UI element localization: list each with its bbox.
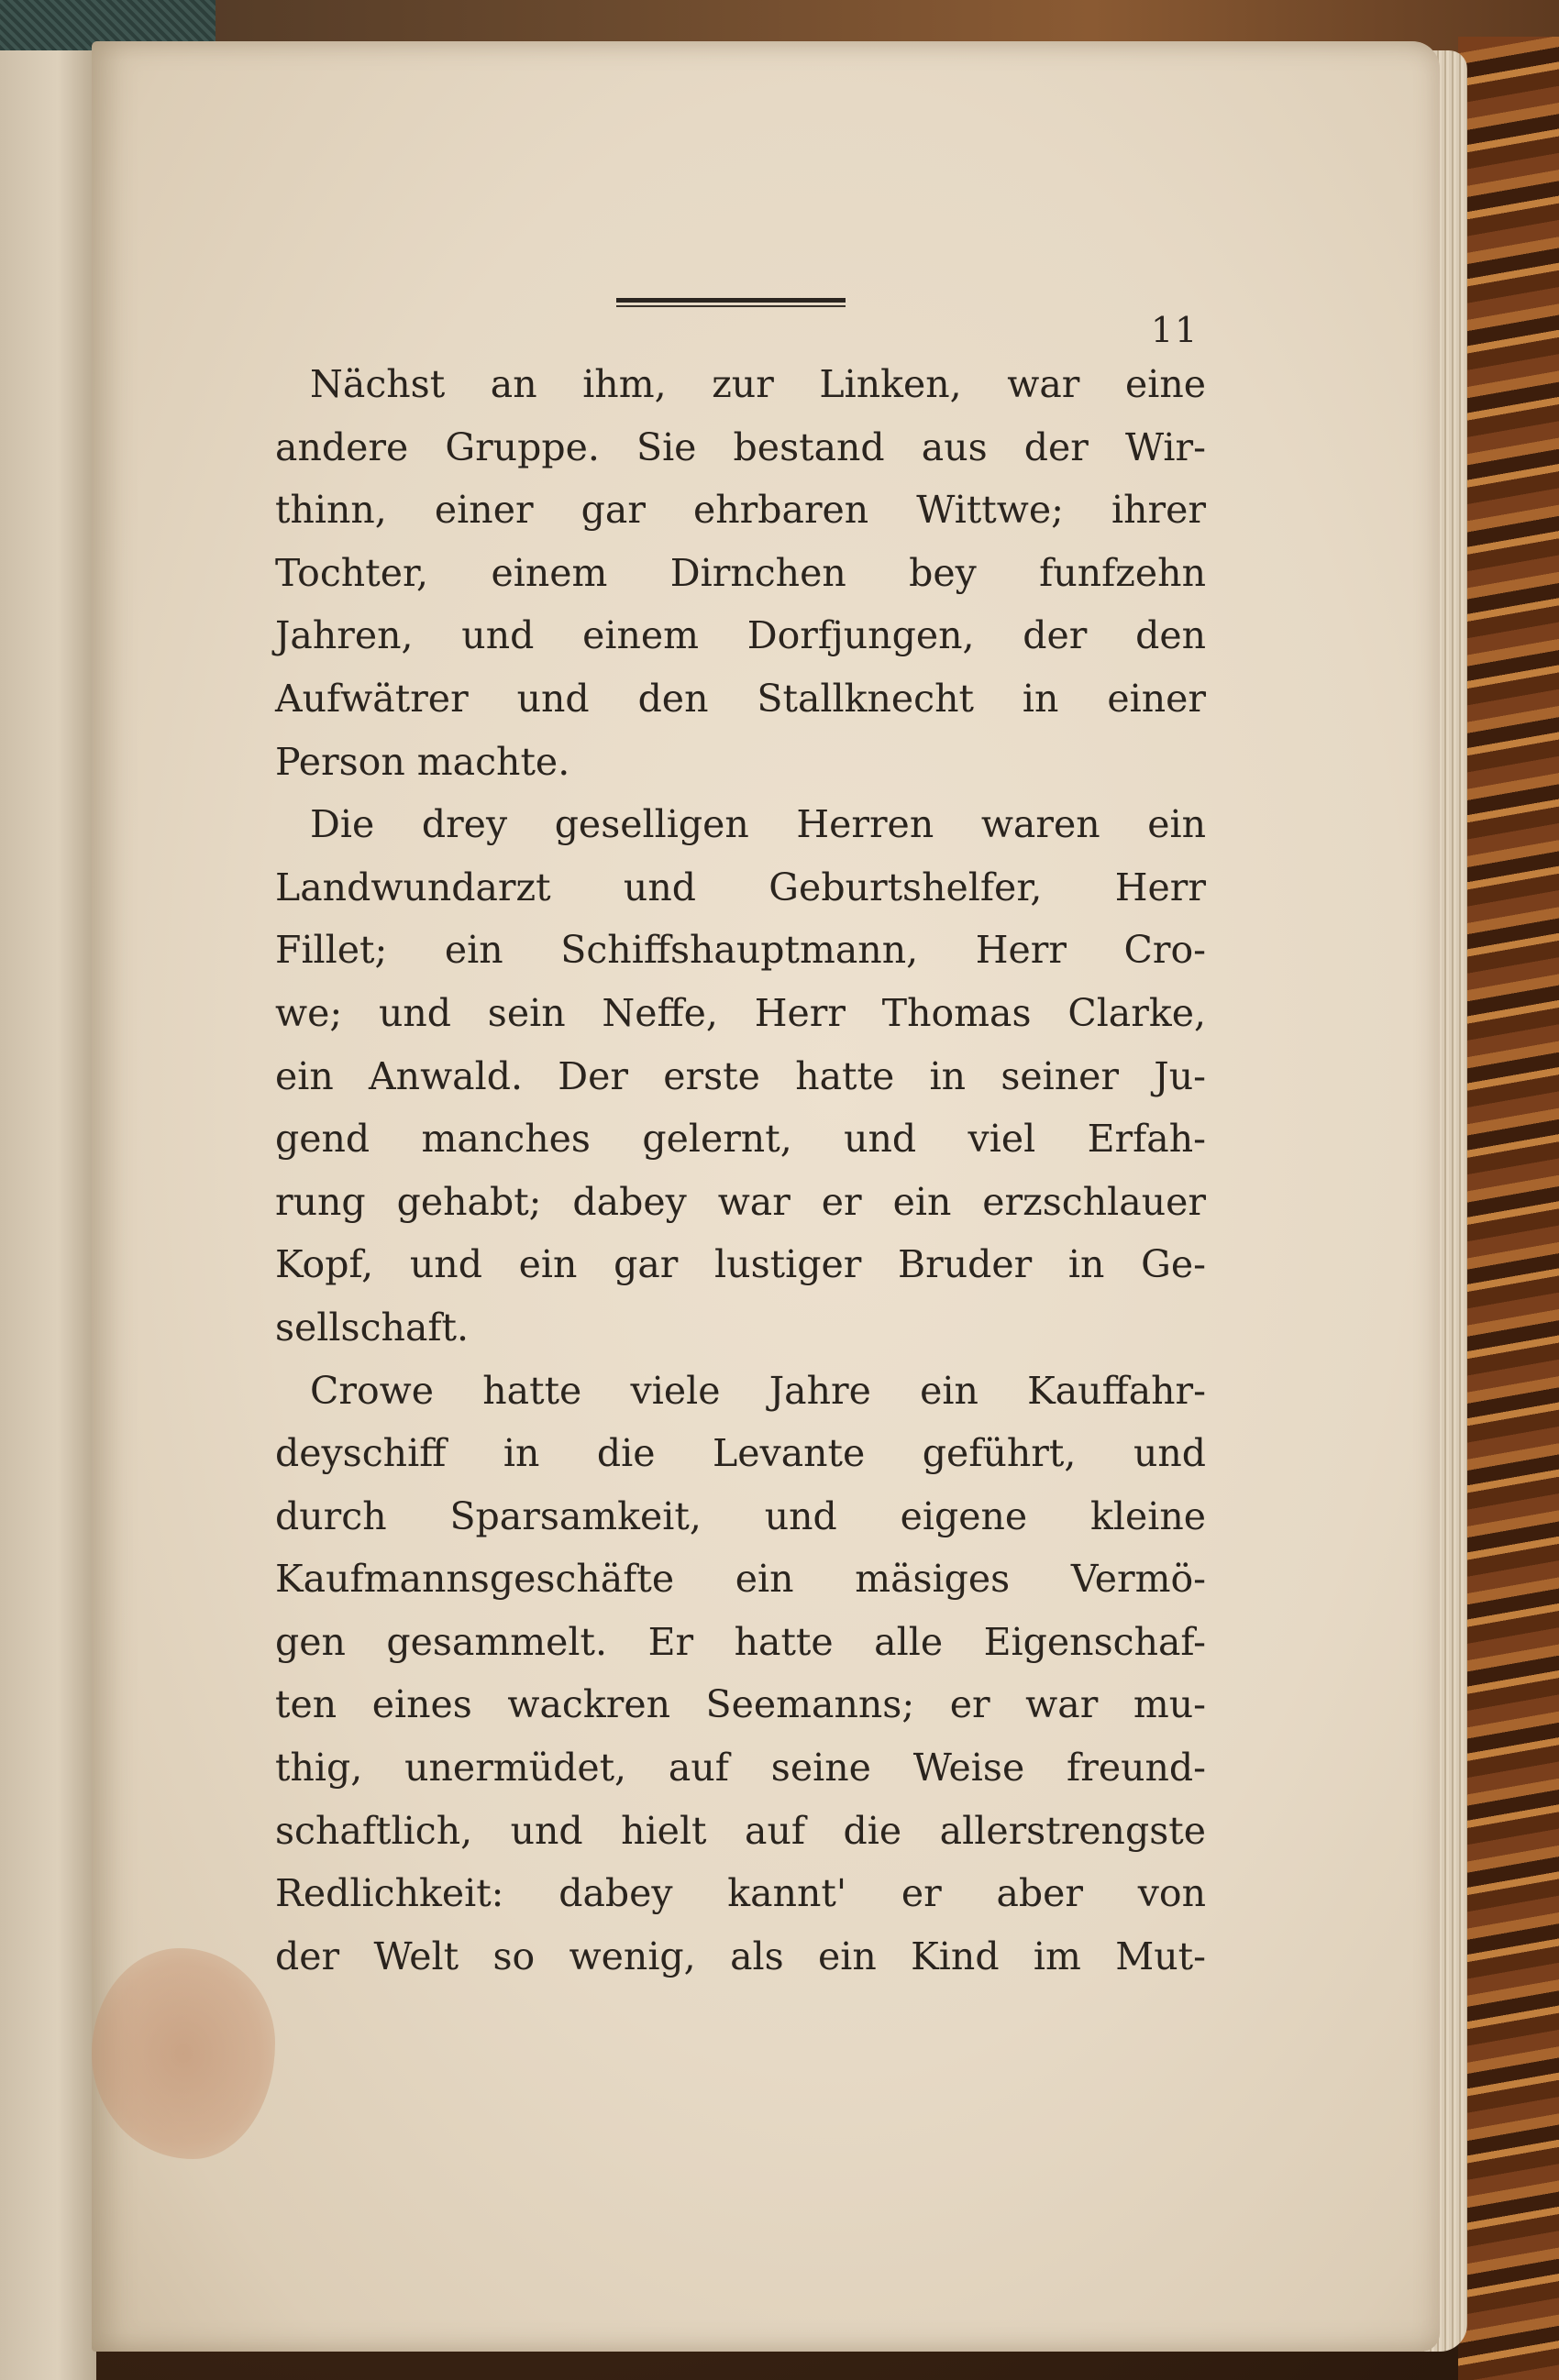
body-text: [275, 353, 1206, 1988]
header-rule: [616, 298, 846, 307]
text-line: Person machte.: [275, 739, 570, 784]
text-line: Aufwätrer und den Stallknecht in einer: [275, 676, 1206, 721]
text-line: gend manches gelernt, und viel Erfah-: [275, 1117, 1206, 1162]
facing-page-sliver: [0, 50, 96, 2380]
text-line: Landwundarzt und Geburtshelfer, Herr: [275, 865, 1206, 909]
text-line: ein Anwald. Der erste hatte in seiner Ju-: [275, 1053, 1206, 1098]
text-line: Crowe hatte viele Jahre ein Kauffahr-: [310, 1368, 1206, 1413]
text-line: gen gesammelt. Er hatte alle Eigenschaf-: [275, 1619, 1206, 1664]
text-line: Tochter, einem Dirnchen bey funfzehn: [275, 550, 1206, 595]
text-line: Fillet; ein Schiffshauptmann, Herr Cro-: [275, 928, 1206, 973]
text-line: Nächst an ihm, zur Linken, war eine: [310, 362, 1206, 406]
text-line: deyschiff in die Levante geführt, und: [275, 1431, 1206, 1476]
text-line: schaftlich, und hielt auf die allerstrengste: [275, 1808, 1206, 1853]
text-line: sellschaft.: [275, 1305, 470, 1350]
text-line: andere Gruppe. Sie bestand aus der Wir-: [275, 424, 1206, 469]
text-line: Redlichkeit: dabey kannt' er aber von: [275, 1871, 1206, 1916]
text-line: Die drey geselligen Herren waren ein: [310, 802, 1206, 847]
text-line: thinn, einer gar ehrbaren Wittwe; ihrer: [275, 488, 1206, 533]
text-line: Jahren, und einem Dorfjungen, der den: [275, 613, 1206, 658]
text-line: Kaufmannsgeschäfte ein mäsiges Vermö-: [275, 1557, 1206, 1602]
page-number: 11: [1151, 310, 1200, 350]
text-line: der Welt so wenig, als ein Kind im Mut-: [275, 1934, 1206, 1978]
text-line: we; und sein Neffe, Herr Thomas Clarke,: [275, 990, 1206, 1035]
marbled-board-edge: [1458, 37, 1559, 2380]
text-line: Kopf, und ein gar lustiger Bruder in Ge-: [275, 1242, 1206, 1287]
text-line: thig, unermüdet, auf seine Weise freund-: [275, 1746, 1206, 1791]
text-line: durch Sparsamkeit, und eigene kleine: [275, 1493, 1206, 1538]
text-line: ten eines wackren Seemanns; er war mu-: [275, 1682, 1206, 1727]
text-line: rung gehabt; dabey war er ein erzschlauer: [275, 1179, 1206, 1224]
